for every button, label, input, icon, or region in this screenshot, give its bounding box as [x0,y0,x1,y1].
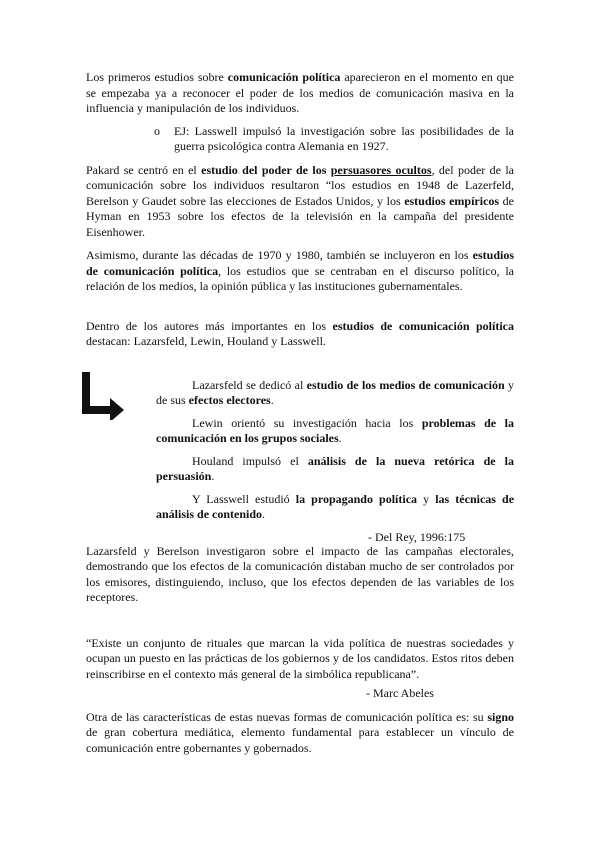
paragraph-caracteristicas: Otra de las características de estas nuevas formas de comunicación política es: su signo de gran cobertura mediática, elemento fundamental para establecer un vínculo de comunicación entre gobernantes y gobernados. [86,709,514,755]
paragraph-autores: Dentro de los autores más importantes en los estudios de comunicación política destacan: Lazarsfeld, Lewin, Houland y Lasswell. [86,318,514,348]
citation-del-rey: - Del Rey, 1996:175 [368,529,466,544]
author-lazarsfeld: Lazarsfeld se dedicó al estudio de los medios de comunicación y de sus efectos electores. [156,377,514,407]
author-houland: Houland impulsó el análisis de la nueva retórica de la persuasión. [156,453,514,483]
quote-rituales: “Existe un conjunto de rituales que marcan la vida política de nuestras sociedades y ocupan un puesto en las prácticas de los gobiernos y de los candidatos. Estos ritos deben reinscribirse en el contexto más general de la simbólica republicana”. [86,635,514,681]
paragraph-pakard: Pakard se centró en el estudio del poder de los persuasores ocultos, del poder de la comunicación sobre los individuos resultaron “los estudios en 1948 de Lazerfeld, Berelson y Gaudet sobre las elecciones de Estados Unidos, y los estudios empíricos de Hyman en 1953 sobre los efectos de la televisión en la campaña del presidente Eisenhower. [86,162,514,239]
author-lasswell: Y Lasswell estudió la propagando política y las técnicas de análisis de contenido. [156,491,515,521]
paragraph-lazarsfeld-berelson: Lazarsfeld y Berelson investigaron sobre el impacto de las campañas electorales, demostrando que los efectos de la comunicación distaban mucho de ser controlados por los emisores, distinguiendo, incluso, que los efectos dependen de las variables de los receptores. [86,543,514,604]
citation-marc-abeles: - Marc Abeles [366,686,434,700]
paragraph-intro: Los primeros estudios sobre comunicación política aparecieron en el momento en que se empezaba ya a reconocer el poder de los medios de comunicación masiva en la influencia y manipulación de los individuos. [86,70,514,115]
paragraph-decadas: Asimismo, durante las décadas de 1970 y 1980, también se incluyeron en los estudios de comunicación política, los estudios que se centraban en el discurso político, la relación de los medios, la opinión pública y las instituciones gubernamentales. [86,248,514,293]
authors-block [86,368,515,544]
bullet-item-lasswell: o EJ: Lasswell impulsó la investigación sobre las posibilidades de la guerra psicológica contra Alemania en 1927. [154,123,514,153]
document-page [86,70,514,756]
bullet-marker: o [154,123,160,138]
author-lewin: Lewin orientó su investigación hacia los problemas de la comunicación en los grupos sociales. [156,415,514,445]
bent-arrow-icon [80,372,126,420]
